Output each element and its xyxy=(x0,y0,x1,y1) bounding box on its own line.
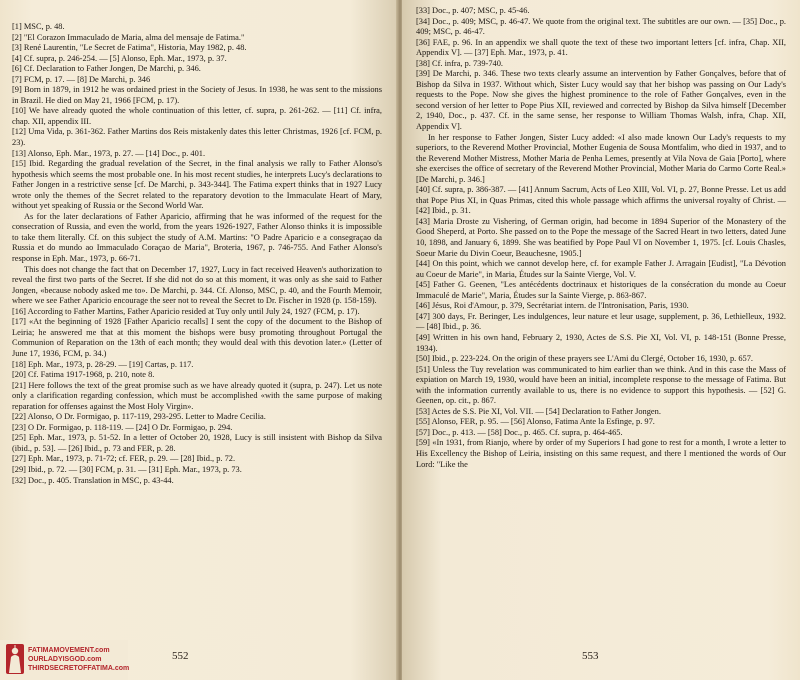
note-paragraph: [38] Cf. infra, p. 739-740. xyxy=(416,58,503,68)
note-paragraph: In her response to Father Jongen, Sister Lucy added: «I also made known Our Lady's requests to my superiors, to the Reverend Mother Provincial, Mother Eugenia de Sousa Montfalim, who died in 1937, and to the Reverend Mother Mistress, Mother Maria de Penha Lemes, presently at Vila Nova de Gaia [Porto], where she exercises the office of secretary of the Reverend Mother Provincial, Mother Maria do Carmo Corte Real.» [De Marchi, p. 346.] xyxy=(416,132,786,184)
note-paragraph: [21] Here follows the text of the great promise such as we have already quoted it (supra, p. 247). Let us note only a clarification regarding confession, which must be accomplished «with the same purpose of making reparation for offenses against the Most Holy Virgin». xyxy=(12,380,382,411)
right-page-notes xyxy=(416,6,786,470)
watermark-text xyxy=(28,646,129,673)
note-paragraph: [2] "El Corazon Immaculado de Maria, alma del mensaje de Fatima." xyxy=(12,32,245,42)
note-paragraph: [17] «At the beginning of 1928 [Father Aparicio recalls] I sent the copy of the document to the Bishop of Leiria; he answered me that at this moment the bishops were busy promoting throughout Portugal the Communion of Reparation on the 13th of each month; they would deal with this devotion later.» (Letter of June 17, 1936, FCM, p. 34.) xyxy=(12,317,382,358)
note-paragraph: [9] Born in 1879, in 1912 he was ordained priest in the Society of Jesus. In 1938, he was sent to the missions in Brazil. He died on May 21, 1966 [FCM, p. 17). xyxy=(12,85,382,105)
left-page xyxy=(0,0,398,680)
note-paragraph: [50] Ibid., p. 223-224. On the origin of these prayers see L'Ami du Clergé, October 16, 1930, p. 657. xyxy=(416,354,753,364)
note-paragraph: [12] Uma Vida, p. 361-362. Father Martins dos Reis mistakenly dates this letter Christmas, 1926 [cf. FCM, p. 23). xyxy=(12,127,382,148)
note-paragraph: This does not change the fact that on December 17, 1927, Lucy in fact received Heaven's authorization to reveal the first two parts of the Secret. If she did not do so at this moment, it was only as she said to Father Jongen, «because nobody asked me to». De Marchi, p. 344. Cf. Alonso, MSC, p. 40, and the Fourth Memoir, where we see Father Aparicio encourage the seer not to reveal the Secret to Dr. Fischer in 1928 (p. 158-159). xyxy=(12,264,382,306)
watermark-line: OURLADYISGOD.com xyxy=(28,656,102,663)
note-paragraph: As for the later declarations of Father Aparicio, affirming that he was informed of the request for the consecration of Russia, and even the world, from the years 1926-1927, Father Alonso thinks it is impossible to take them literally. Cf. on this subject the study of A.M. Martins: "O Padre Aparicio e a consegraçao da Russia et do mundo ao Immaculado Coraçao de Maria", Broteria, 1967, p. 746-755. And Father Alonso's response in Eph. Mar., 1973, p. 66-71. xyxy=(12,211,382,264)
note-paragraph: [3] René Laurentin, "Le Secret de Fatima", Historia, May 1982, p. 48. xyxy=(12,43,247,53)
note-paragraph: [49] Written in his own hand, February 2, 1930, Actes de S.S. Pie XI, Vol. VI, p. 148-151 (Bonne Presse, 1934). xyxy=(416,332,786,353)
note-paragraph: [32] Doc., p. 405. Translation in MSC, p. 43-44. xyxy=(12,475,174,485)
note-paragraph: [39] De Marchi, p. 346. These two texts clearly assume an intervention by Father Gonçalves, before that of Bishop da Silva in 1937. Without which, Sister Lucy would say that her bishop was passing on Our Lady's requests to the Pope. Now she gives the highest prominence to the role of Father Gonçalves, even in the second version of her letter to Pope Pius XII, reviewed and corrected by Bishop da Silva himself [December 2, 1940, Doc., p. 437. Cf. in the same sense, her response to William Thomas Walsh, infra, Chap. XII, Appendix V]. xyxy=(416,69,786,132)
note-paragraph: [55] Alonso, FER, p. 95. — [56] Alonso, Fatima Ante la Esfinge, p. 97. xyxy=(416,417,655,427)
note-paragraph: [22] Alonso, O Dr. Formigao, p. 117-119, 293-295. Letter to Madre Cecilia. xyxy=(12,412,266,422)
note-paragraph: [40] Cf. supra, p. 386-387. — [41] Annum Sacrum, Acts of Leo XIII, Vol. VI, p. 27, Bonne Presse. Let us add that Pope Pius XI, in Quas Primas, cited this whole passage which affirms the universal royalty of Christ. — [42] Ibid., p. 31. xyxy=(416,185,786,216)
note-paragraph: [51] Unless the Tuy revelation was communicated to him earlier than we think. And in this case the Mass of expiation on March 19, 1930, would have been an initial, incomplete response to the message of Fatima. But with the information currently available to us, there is no evidence to support this hypothesis. — [52] G. Geenen, op. cit., p. 867. xyxy=(416,364,786,406)
note-paragraph: [33] Doc., p. 407; MSC, p. 45-46. xyxy=(416,6,530,15)
note-paragraph: [36] FAE, p. 96. In an appendix we shall quote the text of these two important letters [cf. infra, Chap. XII, Appendix V]. — [37] Eph. Mar., 1973, p. 41. xyxy=(416,37,786,58)
note-paragraph: [20] Cf. Fatima 1917-1968, p. 210, note 8. xyxy=(12,370,155,380)
note-paragraph: [18] Eph. Mar., 1973, p. 28-29. — [19] Cartas, p. 117. xyxy=(12,359,194,369)
note-paragraph: [15] Ibid. Regarding the gradual revelation of the Secret, in the final analysis we rally to Father Alonso's hypothesis which seems the most probable one. In his most recent studies, he interprets Lucy's declarations to Father Jongen in a restrictive sense [cf. De Marchi, p. 343-344]. The Fatima expert thinks that in 1927 Lucy wrote only the themes of the Secret related to the reparatory devotion to the Immaculate Heart of Mary, without yet speaking of Russia or the Second World War. xyxy=(12,159,382,211)
note-paragraph: [23] O Dr. Formigao, p. 118-119. — [24] O Dr. Formigao, p. 294. xyxy=(12,422,233,432)
madonna-badge-icon xyxy=(6,644,24,674)
note-paragraph: [44] On this point, which we cannot develop here, cf. for example Father J. Arragain [Eudist], "La Dévotion au Coeur de Marie", in Maria, Études sur la Sainte Vierge, Vol. V. xyxy=(416,259,786,279)
note-paragraph: [25] Eph. Mar., 1973, p. 51-52. In a letter of October 20, 1928, Lucy is still insistent with Bishop da Silva (ibid., p. 53]. — [26] Ibid., p. 73 and FER, p. 28. xyxy=(12,433,382,453)
note-paragraph: [53] Actes de S.S. Pie XI, Vol. VII. — [54] Declaration to Father Jongen. xyxy=(416,406,661,416)
note-paragraph: [29] Ibid., p. 72. — [30] FCM, p. 31. — [31] Eph. Mar., 1973, p. 73. xyxy=(12,464,242,474)
watermark-line: THIRDSECRETOFFATIMA.com xyxy=(28,665,130,672)
note-paragraph: [7] FCM, p. 17. — [8] De Marchi, p. 346 xyxy=(12,74,151,84)
left-page-number: 552 xyxy=(172,650,189,662)
note-paragraph: [16] According to Father Martins, Father Aparicio resided at Tuy only until July 24, 1927 (FCM, p. 17). xyxy=(12,306,360,316)
note-paragraph: [47] 300 days, Fr. Beringer, Les indulgences, leur nature et leur usage, supplement, p. 36, Lethielleux, 1932. — [48] Ibid., p. 36. xyxy=(416,311,786,332)
note-paragraph: [57] Doc., p. 413. — [58] Doc., p. 465. Cf. supra, p. 464-465. xyxy=(416,427,623,437)
note-paragraph: [34] Doc., p. 409; MSC, p. 46-47. We quote from the original text. The subtitles are our own. — [35] Doc., p. 409; MSC, p. 46-47. xyxy=(416,16,786,37)
note-paragraph: [45] Father G. Geenen, "Les antécédents doctrinaux et historiques de la consécration du monde au Coeur Immaculé de Marie", Maria, Études sur la Sainte Vierge, p. 863-867. xyxy=(416,280,786,300)
note-paragraph: [27] Eph. Mar., 1973, p. 71-72; cf. FER, p. 29. — [28] Ibid., p. 72. xyxy=(12,454,236,464)
note-paragraph: [4] Cf. supra, p. 246-254. — [5] Alonso, Eph. Mar., 1973, p. 37. xyxy=(12,53,227,63)
left-page-notes xyxy=(12,22,382,486)
note-paragraph: [6] Cf. Declaration to Father Jongen, De Marchi, p. 346. xyxy=(12,64,201,74)
note-paragraph: [10] We have already quoted the whole continuation of this letter, cf. supra, p. 261-262. — [11] Cf. infra, chap. XII, appendix III. xyxy=(12,106,382,126)
note-paragraph: [46] Jésus, Roi d'Amour, p. 379, Secrétariat intern. de l'Intronisation, Paris, 1930. xyxy=(416,301,689,311)
note-paragraph: [13] Alonso, Eph. Mar., 1973, p. 27. — [14] Doc., p. 401. xyxy=(12,148,206,158)
watermark-stamp xyxy=(0,640,128,680)
right-page xyxy=(402,0,800,680)
note-paragraph: [59] «In 1931, from Rianjo, where by order of my Superiors I had gone to rest for a month, I wrote a letter to His Excellency the Bishop of Leiria, insisting on this same request, and there I mentioned the words of Our Lord: "Like the xyxy=(416,438,786,469)
note-paragraph: [43] Maria Droste zu Vishering, of German origin, had become in 1894 Superior of the Monastery of the Good Sheperd, at Porto. She passed on to the Pope the message of the Sacred Heart in two letters, dated June 10, 1898, and January 6, 1899. She was beatified by Pope Paul VI on November 1, 1975. [cf. Louis Chasles, Soeur Marie du Divin Coeur, Beauchesne, 1905.] xyxy=(416,216,786,258)
note-paragraph: [1] MSC, p. 48. xyxy=(12,22,65,31)
watermark-line: FATIMAMOVEMENT.com xyxy=(28,647,110,654)
right-page-number: 553 xyxy=(582,650,599,662)
